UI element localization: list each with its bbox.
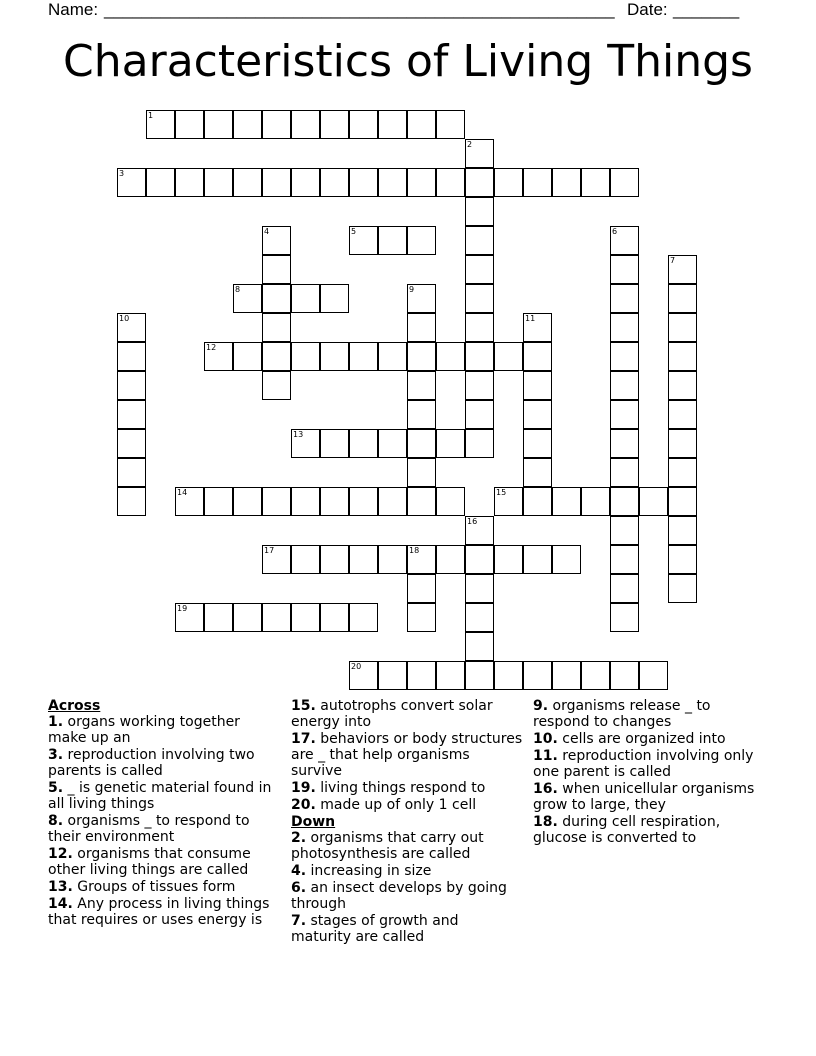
grid-cell[interactable] bbox=[436, 545, 465, 574]
grid-cell[interactable] bbox=[465, 661, 494, 690]
clue-number-label: 14 bbox=[177, 488, 188, 497]
grid-cell[interactable] bbox=[407, 545, 436, 574]
clue-number-label: 16 bbox=[467, 517, 478, 526]
grid-cell[interactable] bbox=[668, 429, 697, 458]
grid-cell[interactable] bbox=[407, 661, 436, 690]
clue-number-label: 18 bbox=[409, 546, 420, 555]
clue-number: 16. bbox=[533, 781, 558, 797]
grid-cell[interactable] bbox=[262, 545, 291, 574]
grid-cell[interactable] bbox=[407, 313, 436, 342]
clue-item bbox=[291, 797, 523, 813]
clue-number: 1. bbox=[48, 714, 64, 730]
grid-cell[interactable] bbox=[465, 226, 494, 255]
grid-cell[interactable] bbox=[436, 487, 465, 516]
grid-cell[interactable] bbox=[610, 545, 639, 574]
grid-cell[interactable] bbox=[523, 429, 552, 458]
clue-text: autotrophs convert solar energy into bbox=[291, 698, 493, 730]
grid-cell[interactable] bbox=[465, 632, 494, 661]
clue-text: organs working together make up an bbox=[48, 714, 240, 746]
grid-cell[interactable] bbox=[233, 284, 262, 313]
clue-item bbox=[533, 731, 765, 747]
grid-cell[interactable] bbox=[436, 168, 465, 197]
clue-number: 3. bbox=[48, 747, 64, 763]
clue-list bbox=[0, 698, 816, 978]
grid-cell[interactable] bbox=[639, 487, 668, 516]
grid-cell[interactable] bbox=[668, 400, 697, 429]
grid-cell[interactable] bbox=[523, 168, 552, 197]
clue-number: 19. bbox=[291, 780, 316, 796]
grid-cell[interactable] bbox=[523, 342, 552, 371]
grid-cell[interactable] bbox=[465, 139, 494, 168]
grid-cell[interactable] bbox=[175, 603, 204, 632]
grid-cell[interactable] bbox=[146, 110, 175, 139]
clue-number-label: 15 bbox=[496, 488, 507, 497]
grid-cell[interactable] bbox=[117, 371, 146, 400]
clue-item bbox=[291, 830, 523, 862]
clue-item bbox=[291, 863, 523, 879]
grid-cell[interactable] bbox=[436, 661, 465, 690]
clue-number-label: 5 bbox=[351, 227, 357, 236]
clue-item bbox=[533, 698, 765, 730]
clue-number: 2. bbox=[291, 830, 307, 846]
clue-number: 6. bbox=[291, 880, 307, 896]
clue-number-label: 8 bbox=[235, 285, 241, 294]
grid-cell[interactable] bbox=[117, 168, 146, 197]
clue-column-2 bbox=[291, 698, 523, 946]
section-heading-across: Across bbox=[48, 698, 101, 714]
grid-cell[interactable] bbox=[349, 226, 378, 255]
clue-number-label: 10 bbox=[119, 314, 130, 323]
grid-cell[interactable] bbox=[262, 226, 291, 255]
clue-number-label: 9 bbox=[409, 285, 415, 294]
clue-text: stages of growth and maturity are called bbox=[291, 913, 459, 945]
grid-cell[interactable] bbox=[175, 168, 204, 197]
name-label: Name: bbox=[48, 0, 99, 19]
clue-item bbox=[48, 714, 280, 746]
grid-cell[interactable] bbox=[117, 487, 146, 516]
grid-cell[interactable] bbox=[262, 313, 291, 342]
grid-cell[interactable] bbox=[320, 545, 349, 574]
clue-item bbox=[48, 780, 280, 812]
clue-number-label: 12 bbox=[206, 343, 217, 352]
grid-cell[interactable] bbox=[523, 487, 552, 516]
grid-cell[interactable] bbox=[349, 545, 378, 574]
grid-cell[interactable] bbox=[407, 342, 436, 371]
grid-cell[interactable] bbox=[175, 487, 204, 516]
clue-text: Groups of tissues form bbox=[77, 879, 236, 895]
grid-cell[interactable] bbox=[465, 284, 494, 313]
clue-item bbox=[291, 780, 523, 796]
grid-cell[interactable] bbox=[117, 313, 146, 342]
clue-item bbox=[48, 846, 280, 878]
grid-cell[interactable] bbox=[349, 110, 378, 139]
grid-cell[interactable] bbox=[610, 574, 639, 603]
grid-cell[interactable] bbox=[465, 168, 494, 197]
grid-cell[interactable] bbox=[204, 603, 233, 632]
grid-cell[interactable] bbox=[436, 110, 465, 139]
clue-item bbox=[291, 880, 523, 912]
clue-number-label: 13 bbox=[293, 430, 304, 439]
grid-cell[interactable] bbox=[378, 429, 407, 458]
clue-item bbox=[533, 748, 765, 780]
grid-cell[interactable] bbox=[494, 342, 523, 371]
clue-number-label: 1 bbox=[148, 111, 154, 120]
grid-cell[interactable] bbox=[378, 110, 407, 139]
grid-cell[interactable] bbox=[262, 110, 291, 139]
grid-cell[interactable] bbox=[668, 313, 697, 342]
grid-cell[interactable] bbox=[610, 255, 639, 284]
grid-cell[interactable] bbox=[552, 545, 581, 574]
grid-cell[interactable] bbox=[407, 574, 436, 603]
grid-cell[interactable] bbox=[349, 429, 378, 458]
grid-cell[interactable] bbox=[320, 110, 349, 139]
grid-cell[interactable] bbox=[436, 342, 465, 371]
grid-cell[interactable] bbox=[494, 487, 523, 516]
grid-cell[interactable] bbox=[349, 603, 378, 632]
grid-cell[interactable] bbox=[349, 487, 378, 516]
clue-number-label: 19 bbox=[177, 604, 188, 613]
grid-cell[interactable] bbox=[465, 197, 494, 226]
clue-number: 9. bbox=[533, 698, 549, 714]
clue-item bbox=[291, 698, 523, 730]
grid-cell[interactable] bbox=[610, 284, 639, 313]
clue-text: during cell respiration, glucose is converted to bbox=[533, 814, 721, 846]
grid-cell[interactable] bbox=[378, 168, 407, 197]
clue-number-label: 7 bbox=[670, 256, 676, 265]
grid-cell[interactable] bbox=[610, 168, 639, 197]
grid-cell[interactable] bbox=[523, 400, 552, 429]
grid-cell[interactable] bbox=[465, 342, 494, 371]
grid-cell[interactable] bbox=[204, 342, 233, 371]
clue-text: made up of only 1 cell bbox=[320, 797, 477, 813]
grid-cell[interactable] bbox=[204, 110, 233, 139]
date-label: Date: bbox=[627, 0, 668, 19]
grid-cell[interactable] bbox=[407, 487, 436, 516]
clue-text: increasing in size bbox=[310, 863, 432, 879]
grid-cell[interactable] bbox=[204, 168, 233, 197]
grid-cell[interactable] bbox=[262, 487, 291, 516]
grid-cell[interactable] bbox=[262, 284, 291, 313]
grid-cell[interactable] bbox=[291, 284, 320, 313]
grid-cell[interactable] bbox=[523, 313, 552, 342]
clue-column-3 bbox=[533, 698, 765, 847]
clue-number: 12. bbox=[48, 846, 73, 862]
grid-cell[interactable] bbox=[581, 661, 610, 690]
grid-cell[interactable] bbox=[233, 487, 262, 516]
clue-text: behaviors or body structures are _ that help organisms survive bbox=[291, 731, 523, 779]
grid-cell[interactable] bbox=[204, 487, 233, 516]
grid-cell[interactable] bbox=[407, 458, 436, 487]
clue-number-label: 2 bbox=[467, 140, 473, 149]
clue-number: 15. bbox=[291, 698, 316, 714]
name-line[interactable]: ______________________________________________________ bbox=[104, 0, 615, 19]
grid-cell[interactable] bbox=[668, 487, 697, 516]
date-line[interactable]: _______ bbox=[673, 0, 740, 19]
grid-cell[interactable] bbox=[465, 429, 494, 458]
grid-cell[interactable] bbox=[639, 661, 668, 690]
clue-item bbox=[533, 781, 765, 813]
grid-cell[interactable] bbox=[610, 429, 639, 458]
grid-cell[interactable] bbox=[378, 487, 407, 516]
clue-number-label: 11 bbox=[525, 314, 536, 323]
grid-cell[interactable] bbox=[407, 603, 436, 632]
clue-number: 13. bbox=[48, 879, 73, 895]
clue-number-label: 4 bbox=[264, 227, 270, 236]
clue-text: _ is genetic material found in all living things bbox=[48, 780, 272, 812]
grid-cell[interactable] bbox=[291, 429, 320, 458]
clue-text: organisms that carry out photosynthesis are called bbox=[291, 830, 484, 862]
grid-cell[interactable] bbox=[291, 603, 320, 632]
grid-cell[interactable] bbox=[320, 603, 349, 632]
grid-cell[interactable] bbox=[291, 168, 320, 197]
clue-number-label: 20 bbox=[351, 662, 362, 671]
grid-cell[interactable] bbox=[378, 545, 407, 574]
grid-cell[interactable] bbox=[494, 661, 523, 690]
section-heading-down: Down bbox=[291, 814, 336, 830]
clue-item bbox=[291, 731, 523, 779]
grid-cell[interactable] bbox=[407, 168, 436, 197]
grid-cell[interactable] bbox=[291, 342, 320, 371]
clue-text: Any process in living things that requires or uses energy is bbox=[48, 896, 270, 928]
grid-cell[interactable] bbox=[378, 226, 407, 255]
grid-cell[interactable] bbox=[523, 661, 552, 690]
grid-cell[interactable] bbox=[610, 371, 639, 400]
grid-cell[interactable] bbox=[291, 545, 320, 574]
grid-cell[interactable] bbox=[494, 545, 523, 574]
clue-number: 8. bbox=[48, 813, 64, 829]
clue-item bbox=[48, 747, 280, 779]
grid-cell[interactable] bbox=[465, 371, 494, 400]
grid-cell[interactable] bbox=[668, 255, 697, 284]
clue-number-label: 17 bbox=[264, 546, 275, 555]
grid-cell[interactable] bbox=[407, 110, 436, 139]
grid-cell[interactable] bbox=[436, 429, 465, 458]
grid-cell[interactable] bbox=[117, 429, 146, 458]
grid-cell[interactable] bbox=[407, 226, 436, 255]
grid-cell[interactable] bbox=[117, 458, 146, 487]
grid-cell[interactable] bbox=[610, 603, 639, 632]
clue-item bbox=[48, 813, 280, 845]
clue-number: 14. bbox=[48, 896, 73, 912]
grid-cell[interactable] bbox=[610, 487, 639, 516]
clue-number-label: 6 bbox=[612, 227, 618, 236]
clue-number: 7. bbox=[291, 913, 307, 929]
grid-cell[interactable] bbox=[291, 110, 320, 139]
clue-item bbox=[533, 814, 765, 846]
grid-cell[interactable] bbox=[407, 429, 436, 458]
grid-cell[interactable] bbox=[523, 371, 552, 400]
grid-cell[interactable] bbox=[320, 284, 349, 313]
grid-cell[interactable] bbox=[407, 284, 436, 313]
grid-cell[interactable] bbox=[233, 342, 262, 371]
grid-cell[interactable] bbox=[146, 168, 175, 197]
grid-cell[interactable] bbox=[523, 545, 552, 574]
grid-cell[interactable] bbox=[494, 168, 523, 197]
clue-text: an insect develops by going through bbox=[291, 880, 507, 912]
grid-cell[interactable] bbox=[262, 603, 291, 632]
grid-cell[interactable] bbox=[668, 574, 697, 603]
grid-cell[interactable] bbox=[175, 110, 204, 139]
clue-text: living things respond to bbox=[320, 780, 486, 796]
clue-number: 18. bbox=[533, 814, 558, 830]
clue-number: 10. bbox=[533, 731, 558, 747]
grid-cell[interactable] bbox=[320, 342, 349, 371]
grid-cell[interactable] bbox=[610, 458, 639, 487]
clue-text: reproduction involving two parents is called bbox=[48, 747, 255, 779]
grid-cell[interactable] bbox=[668, 516, 697, 545]
grid-cell[interactable] bbox=[552, 168, 581, 197]
clue-text: cells are organized into bbox=[562, 731, 726, 747]
grid-cell[interactable] bbox=[465, 516, 494, 545]
grid-cell[interactable] bbox=[262, 371, 291, 400]
grid-cell[interactable] bbox=[262, 168, 291, 197]
grid-cell[interactable] bbox=[523, 458, 552, 487]
grid-cell[interactable] bbox=[465, 400, 494, 429]
clue-text: organisms that consume other living things are called bbox=[48, 846, 251, 878]
grid-cell[interactable] bbox=[117, 400, 146, 429]
clue-number: 20. bbox=[291, 797, 316, 813]
grid-cell[interactable] bbox=[465, 255, 494, 284]
clue-number: 4. bbox=[291, 863, 307, 879]
grid-cell[interactable] bbox=[552, 661, 581, 690]
grid-cell[interactable] bbox=[233, 168, 262, 197]
grid-cell[interactable] bbox=[581, 487, 610, 516]
grid-cell[interactable] bbox=[117, 342, 146, 371]
grid-cell[interactable] bbox=[465, 545, 494, 574]
grid-cell[interactable] bbox=[610, 516, 639, 545]
grid-cell[interactable] bbox=[668, 342, 697, 371]
grid-cell[interactable] bbox=[349, 342, 378, 371]
grid-cell[interactable] bbox=[610, 400, 639, 429]
grid-cell[interactable] bbox=[349, 661, 378, 690]
clue-item bbox=[48, 879, 280, 895]
grid-cell[interactable] bbox=[610, 342, 639, 371]
grid-cell[interactable] bbox=[320, 487, 349, 516]
clue-number: 17. bbox=[291, 731, 316, 747]
grid-cell[interactable] bbox=[233, 110, 262, 139]
grid-cell[interactable] bbox=[610, 226, 639, 255]
grid-cell[interactable] bbox=[552, 487, 581, 516]
grid-cell[interactable] bbox=[668, 371, 697, 400]
clue-text: when unicellular organisms grow to large, they bbox=[533, 781, 755, 813]
grid-cell[interactable] bbox=[262, 255, 291, 284]
grid-cell[interactable] bbox=[668, 545, 697, 574]
clue-text: reproduction involving only one parent is called bbox=[533, 748, 754, 780]
clue-text: organisms release _ to respond to changes bbox=[533, 698, 711, 730]
clue-item bbox=[291, 913, 523, 945]
clue-item bbox=[48, 896, 280, 928]
grid-cell[interactable] bbox=[407, 371, 436, 400]
grid-cell[interactable] bbox=[262, 342, 291, 371]
grid-cell[interactable] bbox=[349, 168, 378, 197]
clue-number: 11. bbox=[533, 748, 558, 764]
grid-cell[interactable] bbox=[668, 284, 697, 313]
grid-cell[interactable] bbox=[610, 313, 639, 342]
grid-cell[interactable] bbox=[465, 574, 494, 603]
grid-cell[interactable] bbox=[668, 458, 697, 487]
grid-cell[interactable] bbox=[378, 342, 407, 371]
grid-cell[interactable] bbox=[320, 168, 349, 197]
grid-cell[interactable] bbox=[378, 661, 407, 690]
clue-number-label: 3 bbox=[119, 169, 125, 178]
clue-number: 5. bbox=[48, 780, 64, 796]
grid-cell[interactable] bbox=[610, 661, 639, 690]
grid-cell[interactable] bbox=[465, 313, 494, 342]
grid-cell[interactable] bbox=[581, 168, 610, 197]
clue-column-1 bbox=[48, 698, 280, 929]
grid-cell[interactable] bbox=[407, 400, 436, 429]
grid-cell[interactable] bbox=[465, 603, 494, 632]
grid-cell[interactable] bbox=[291, 487, 320, 516]
page-title: Characteristics of Living Things bbox=[63, 36, 753, 87]
clue-text: organisms _ to respond to their environment bbox=[48, 813, 250, 845]
grid-cell[interactable] bbox=[320, 429, 349, 458]
grid-cell[interactable] bbox=[233, 603, 262, 632]
